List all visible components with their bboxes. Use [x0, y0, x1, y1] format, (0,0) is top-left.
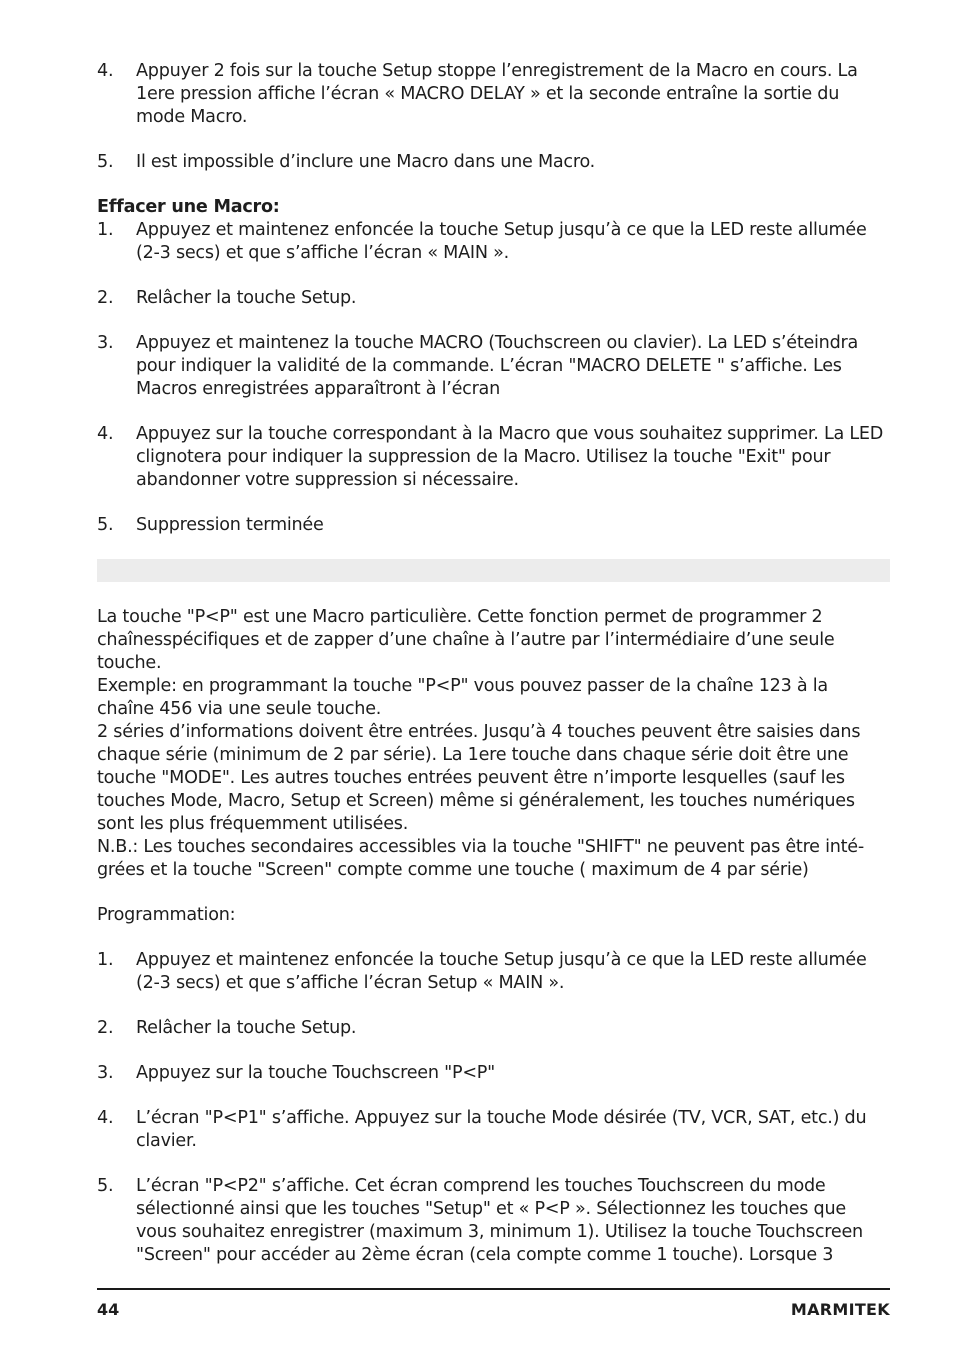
list-text: Appuyer 2 fois sur la touche Setup stoppe l’enregistrement de la Macro en cours. La 1ere pression affiche l’écran « MACRO DELAY » et la seconde entraîne la sortie du mode Macro.	[136, 61, 858, 127]
list-item	[97, 332, 890, 401]
list-item	[97, 151, 890, 174]
list-item	[97, 949, 890, 995]
list-text: L’écran "P<P1" s’affiche. Appuyez sur la touche Mode désirée (TV, VCR, SAT, etc.) du clavier.	[136, 1108, 867, 1151]
list-item	[97, 60, 890, 129]
list-text: Appuyez et maintenez enfoncée la touche Setup jusqu’à ce que la LED reste allumée (2-3 secs) et que s’affiche l’écran « MAIN ».	[136, 220, 867, 263]
list-text: Appuyez et maintenez enfoncée la touche Setup jusqu’à ce que la LED reste allumée (2-3 secs) et que s’affiche l’écran Setup « MAIN ».	[136, 950, 867, 993]
list-text: Appuyez sur la touche Touchscreen "P<P"	[136, 1063, 496, 1083]
footer-divider	[97, 1288, 890, 1290]
list-text: L’écran "P<P2" s’affiche. Cet écran comprend les touches Touchscreen du mode sélectionné ainsi que les touches "Setup" et « P<P ». Sélectionnez les touches que vous souhaitez enregistrer (maximum 3, minimum 1). Utilisez la touche Touchscreen "Screen" pour accéder au 2ème écran (cela compte comme 1 touche). Lorsque 3	[136, 1176, 863, 1265]
page-content	[97, 60, 890, 1289]
list-text: Suppression terminée	[136, 515, 324, 535]
section-divider-band	[97, 559, 890, 582]
pp-programming-steps	[97, 949, 890, 1267]
list-item	[97, 1062, 890, 1085]
list-item	[97, 219, 890, 265]
list-number: 3.	[97, 1063, 114, 1083]
paragraph: N.B.: Les touches secondaires accessibles via la touche "SHIFT" ne peuvent pas être inté-grées et la touche "Screen" compte comme une touche ( maximum de 4 par série)	[97, 837, 864, 880]
list-number: 4.	[97, 424, 114, 444]
paragraph: Exemple: en programmant la touche "P<P" vous pouvez passer de la chaîne 123 à la chaîne 456 via une seule touche.	[97, 676, 828, 719]
list-number: 4.	[97, 61, 114, 81]
list-number: 3.	[97, 333, 114, 353]
list-text: Appuyez sur la touche correspondant à la Macro que vous souhaitez supprimer. La LED clignotera pour indiquer la suppression de la Macro. Utilisez la touche "Exit" pour abandonner votre suppression si nécessaire.	[136, 424, 884, 490]
list-number: 5.	[97, 152, 114, 172]
paragraph: La touche "P<P" est une Macro particulière. Cette fonction permet de programmer 2 chaînesspécifiques et de zapper d’une chaîne à l’autre par l’intermédiaire d’une seule touche.	[97, 607, 835, 673]
list-text: Il est impossible d’inclure une Macro dans une Macro.	[136, 152, 595, 172]
list-number: 2.	[97, 288, 114, 308]
list-text: Relâcher la touche Setup.	[136, 1018, 357, 1038]
paragraph: 2 séries d’informations doivent être entrées. Jusqu’à 4 touches peuvent être saisies dans chaque série (minimum de 2 par série). La 1ere touche dans chaque série doit être une touche "MODE". Les autres touches entrées peuvent être n’importe lesquelles (sauf les touches Mode, Macro, Setup et Screen) même si généralement, les touches numériques sont les plus fréquemment utilisées.	[97, 722, 861, 834]
list-item	[97, 1175, 890, 1267]
section-heading: Effacer une Macro:	[97, 197, 280, 217]
list-number: 4.	[97, 1108, 114, 1128]
list-number: 1.	[97, 950, 114, 970]
list-item	[97, 423, 890, 492]
list-text: Appuyez et maintenez la touche MACRO (Touchscreen ou clavier). La LED s’éteindra pour indiquer la validité de la commande. L’écran "MACRO DELETE " s’affiche. Les Macros enregistrées apparaîtront à l’écran	[136, 333, 859, 399]
list-item	[97, 1017, 890, 1040]
brand-name: MARMITEK	[790, 1300, 890, 1319]
list-item	[97, 287, 890, 310]
list-number: 1.	[97, 220, 114, 240]
list-number: 5.	[97, 1176, 114, 1196]
macro-steps-continued	[97, 60, 890, 174]
list-text: Relâcher la touche Setup.	[136, 288, 357, 308]
list-item	[97, 514, 890, 537]
programming-label: Programmation:	[97, 905, 236, 925]
delete-macro-steps	[97, 219, 890, 537]
list-item	[97, 1107, 890, 1153]
pp-description	[97, 606, 890, 949]
page-number: 44	[97, 1300, 120, 1319]
list-number: 2.	[97, 1018, 114, 1038]
list-number: 5.	[97, 515, 114, 535]
